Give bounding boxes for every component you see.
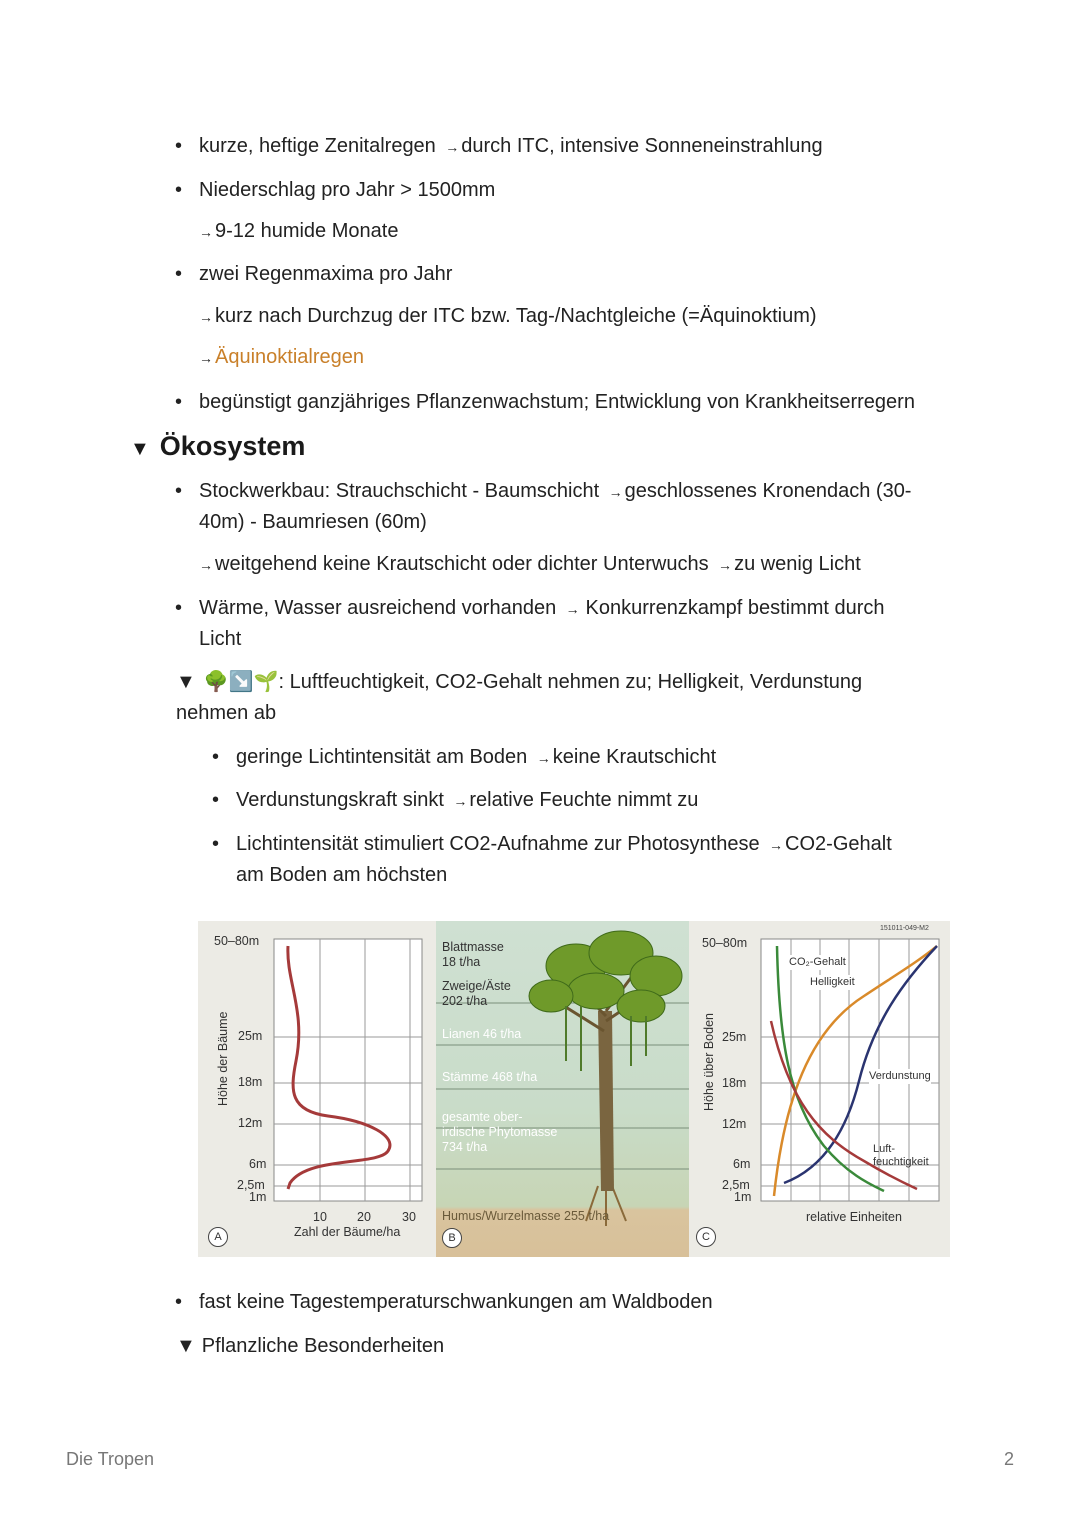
toggle-text: : Luftfeuchtigkeit, CO2-Gehalt nehmen zu; Helligkeit, Verdunstung bbox=[278, 671, 863, 693]
toggle-item[interactable] bbox=[176, 667, 862, 697]
tree-label: 18 t/ha bbox=[442, 955, 481, 969]
y-tick: 50–80m bbox=[214, 934, 260, 948]
list-item-text: kurze, heftige Zenitalregen bbox=[199, 135, 436, 157]
list-item-text: fast keine Tagestemperaturschwankungen am Waldboden bbox=[199, 1291, 713, 1313]
arrow-icon: → bbox=[532, 750, 551, 766]
y-tick: 25m bbox=[238, 1029, 263, 1043]
footer-title: Die Tropen bbox=[66, 1449, 155, 1469]
list-item bbox=[199, 476, 911, 507]
tree-label: Humus/Wurzelmasse 255 t/ha bbox=[442, 1209, 610, 1223]
figure-panel-c bbox=[689, 921, 950, 1257]
list-item bbox=[199, 175, 495, 205]
y-axis-label: Höhe über Boden bbox=[702, 1013, 716, 1111]
y-tick: 18m bbox=[238, 1075, 263, 1089]
nested-list-item bbox=[236, 785, 698, 816]
panel-label-a: A bbox=[208, 1227, 228, 1247]
tree-label: 734 t/ha bbox=[442, 1140, 488, 1154]
list-item-arrow-text: CO2-Gehalt bbox=[785, 833, 892, 855]
tree-illustration bbox=[436, 921, 689, 1257]
arrow-icon: → bbox=[561, 601, 584, 617]
y-tick: 25m bbox=[722, 1030, 747, 1044]
arrow-icon: → bbox=[714, 557, 733, 573]
figure-panel-b bbox=[436, 921, 689, 1257]
tree-label: irdische Phytomasse bbox=[442, 1125, 558, 1139]
panel-label-b: B bbox=[442, 1228, 462, 1248]
y-axis-label: Höhe der Bäume bbox=[216, 1011, 230, 1106]
list-item bbox=[199, 1287, 713, 1317]
y-tick: 50–80m bbox=[702, 936, 748, 950]
x-axis-label: Zahl der Bäume/ha bbox=[294, 1225, 401, 1239]
sub-item bbox=[199, 216, 398, 247]
arrow-icon: → bbox=[765, 837, 784, 853]
series-label: feuchtigkeit bbox=[873, 1156, 929, 1168]
series-label: Helligkeit bbox=[810, 976, 855, 988]
sub-item-text: kurz nach Durchzug der ITC bzw. Tag-/Nachtgleiche (=Äquinoktium) bbox=[215, 305, 817, 327]
arrow-icon: → bbox=[441, 139, 460, 155]
arrow-icon: → bbox=[199, 557, 213, 573]
y-tick: 2,5m bbox=[722, 1178, 750, 1192]
toggle-text-continuation: nehmen ab bbox=[176, 702, 277, 724]
y-tick: 2,5m bbox=[237, 1178, 265, 1192]
series-label: CO₂-Gehalt bbox=[789, 956, 846, 968]
list-item-arrow-text: Konkurrenzkampf bestimmt durch bbox=[585, 597, 885, 619]
toggle-triangle-icon[interactable]: ▼ bbox=[176, 1335, 196, 1357]
y-tick: 1m bbox=[249, 1190, 267, 1204]
sub-item bbox=[199, 549, 861, 580]
tree-label: Stämme 468 t/ha bbox=[442, 1070, 538, 1084]
tree-label: 202 t/ha bbox=[442, 994, 488, 1008]
list-item-continuation: am Boden am höchsten bbox=[236, 864, 448, 886]
x-axis-label: relative Einheiten bbox=[806, 1210, 902, 1224]
list-item-text: Verdunstungskraft sinkt bbox=[236, 789, 444, 811]
list-item-text: geringe Lichtintensität am Boden bbox=[236, 746, 528, 768]
list-item bbox=[199, 387, 915, 417]
sub-item-arrow-text: zu wenig Licht bbox=[734, 553, 861, 575]
highlight-term: Äquinoktialregen bbox=[215, 346, 364, 368]
list-item-arrow-text: relative Feuchte nimmt zu bbox=[469, 789, 699, 811]
panel-label-c: C bbox=[696, 1227, 716, 1247]
arrow-icon: → bbox=[449, 793, 468, 809]
sub-item-text: 9-12 humide Monate bbox=[215, 220, 399, 242]
series-label: Luft- bbox=[873, 1143, 896, 1155]
x-tick: 20 bbox=[357, 1210, 371, 1224]
toggle-triangle-icon[interactable]: ▼ bbox=[130, 438, 150, 460]
figure-panel-a bbox=[198, 921, 436, 1257]
y-tick: 12m bbox=[722, 1117, 747, 1131]
x-tick: 10 bbox=[313, 1210, 327, 1224]
arrow-icon: → bbox=[199, 224, 213, 240]
nested-list-item bbox=[236, 742, 716, 773]
figure-code: 151011-049-M2 bbox=[880, 925, 929, 932]
list-item-continuation: 40m) - Baumriesen (60m) bbox=[199, 511, 427, 533]
toggle-text: Pflanzliche Besonderheiten bbox=[201, 1335, 445, 1357]
list-item-text: begünstigt ganzjähriges Pflanzenwachstum; Entwicklung von Krankheitserregern bbox=[199, 391, 915, 413]
y-tick: 1m bbox=[734, 1190, 752, 1204]
series-label: Verdunstung bbox=[869, 1070, 931, 1082]
list-item bbox=[199, 131, 823, 162]
nested-list-item bbox=[236, 829, 892, 860]
list-item-text: Lichtintensität stimuliert CO2-Aufnahme zur Photosynthese bbox=[236, 833, 760, 855]
sub-item-text: weitgehend keine Krautschicht oder dichter Unterwuchs bbox=[215, 553, 709, 575]
y-tick: 12m bbox=[238, 1116, 263, 1130]
x-tick: 30 bbox=[402, 1210, 416, 1224]
section-heading-text: Ökosystem bbox=[159, 431, 306, 461]
section-toggle-heading[interactable] bbox=[130, 429, 305, 466]
list-item-text: zwei Regenmaxima pro Jahr bbox=[199, 263, 453, 285]
tree-label: gesamte ober- bbox=[442, 1110, 523, 1124]
rainforest-figure bbox=[198, 921, 950, 1257]
list-item-continuation: Licht bbox=[199, 628, 242, 650]
toggle-triangle-icon[interactable]: ▼ bbox=[176, 671, 196, 693]
arrow-icon: → bbox=[199, 309, 213, 325]
list-item-arrow-text: keine Krautschicht bbox=[552, 746, 717, 768]
list-item-text: Wärme, Wasser ausreichend vorhanden bbox=[199, 597, 557, 619]
list-item-text: Niederschlag pro Jahr > 1500mm bbox=[199, 179, 496, 201]
y-tick: 6m bbox=[249, 1157, 267, 1171]
sub-item bbox=[199, 301, 817, 332]
page-number: 2 bbox=[1004, 1449, 1015, 1469]
tree-label: Blattmasse bbox=[442, 940, 504, 954]
arrow-icon: → bbox=[604, 484, 623, 500]
list-item-arrow-text: durch ITC, intensive Sonneneinstrahlung bbox=[461, 135, 823, 157]
arrow-icon: → bbox=[199, 350, 213, 366]
emoji-icons: 🌳↘️🌱 bbox=[203, 671, 279, 693]
list-item bbox=[199, 593, 885, 624]
list-item bbox=[199, 259, 452, 289]
tree-label: Lianen 46 t/ha bbox=[442, 1027, 522, 1041]
list-item-arrow-text: geschlossenes Kronendach (30- bbox=[624, 480, 912, 502]
y-tick: 6m bbox=[733, 1157, 751, 1171]
sub-item bbox=[199, 342, 364, 373]
y-tick: 18m bbox=[722, 1076, 747, 1090]
panel-a-graph bbox=[198, 921, 436, 1257]
list-item-text: Stockwerkbau: Strauchschicht - Baumschicht bbox=[199, 480, 600, 502]
toggle-item[interactable] bbox=[176, 1331, 444, 1361]
tree-label: Zweige/Äste bbox=[442, 979, 511, 993]
